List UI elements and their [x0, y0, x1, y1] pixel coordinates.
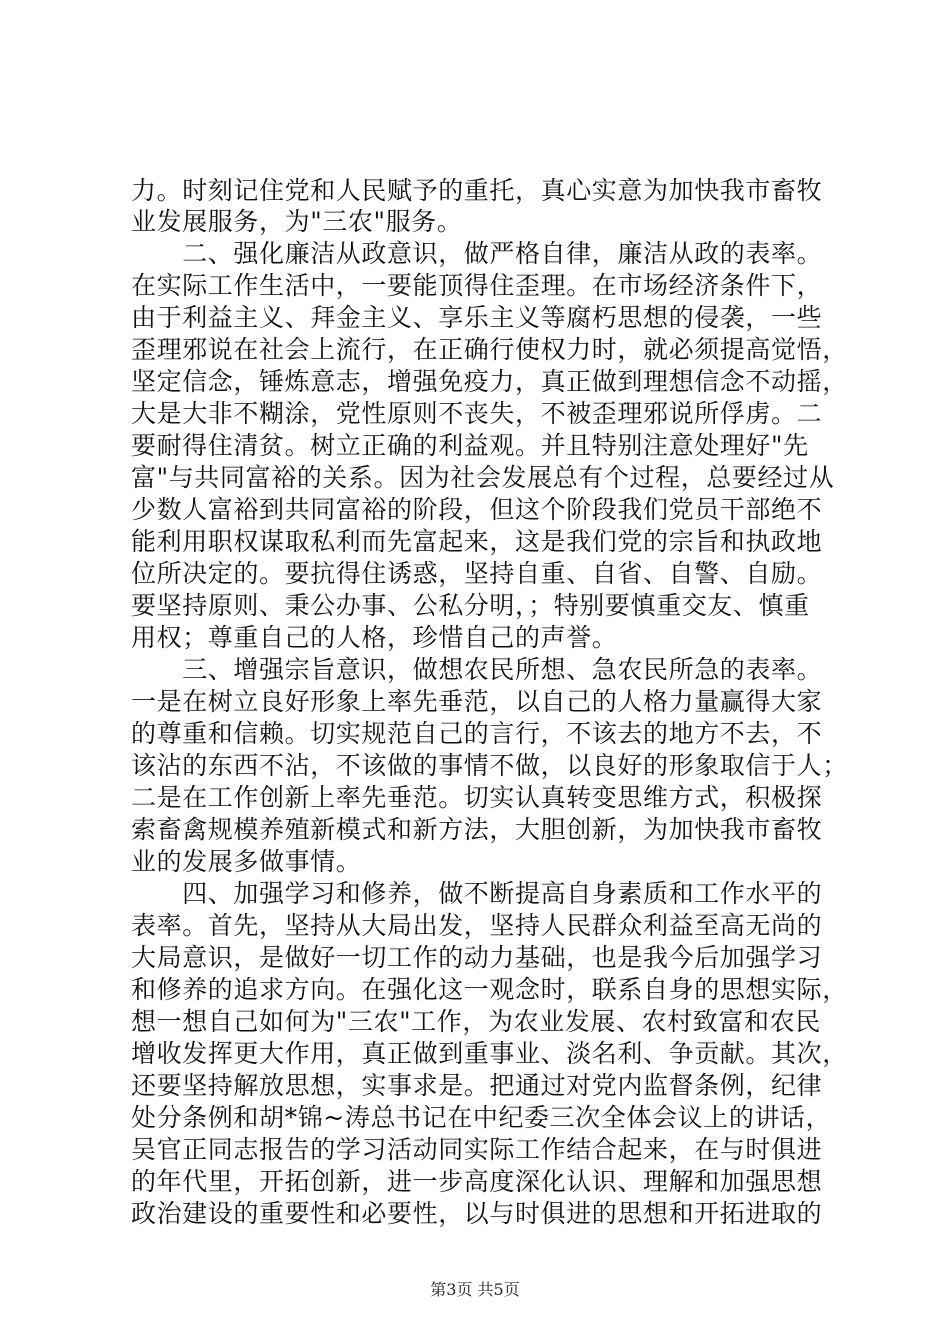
text-line: 一是在树立良好形象上率先垂范，以自己的人格力量赢得大家 [131, 687, 823, 716]
text-line: 在实际工作生活中，一要能顶得住歪理。在市场经济条件下， [131, 271, 823, 300]
text-line: 二是在工作创新上率先垂范。切实认真转变思维方式，积极探 [131, 783, 823, 812]
text-line: 用权；尊重自己的人格，珍惜自己的声誉。 [131, 623, 618, 652]
text-line: 大局意识，是做好一切工作的动力基础，也是我今后加强学习 [131, 943, 823, 972]
text-line: 能利用职权谋取私利而先富起来，这是我们党的宗旨和执政地 [131, 527, 823, 556]
text-line: 政治建设的重要性和必要性，以与时俱进的思想和开拓进取的 [131, 1199, 823, 1228]
text-line: 处分条例和胡*锦~涛总书记在中纪委三次全体会议上的讲话， [131, 1103, 832, 1132]
text-line: 索畜禽规模养殖新模式和新方法，大胆创新，为加快我市畜牧 [131, 815, 823, 844]
text-line: 增收发挥更大作用，真正做到重事业、淡名利、争贡献。其次， [131, 1039, 848, 1068]
text-line: 吴官正同志报告的学习活动同实际工作结合起来，在与时俱进 [131, 1135, 823, 1164]
text-line: 要坚持原则、秉公办事、公私分明，；特别要慎重交友、慎重 [131, 591, 810, 620]
text-line: 二、强化廉洁从政意识，做严格自律，廉洁从政的表率。 [131, 239, 823, 268]
text-line: 歪理邪说在社会上流行，在正确行使权力时，就必须提高觉悟， [131, 335, 848, 364]
text-line: 想一想自己如何为"三农"工作，为农业发展、农村致富和农民 [131, 1007, 821, 1036]
text-line: 富"与共同富裕的关系。因为社会发展总有个过程，总要经过从 [131, 463, 835, 492]
text-line: 少数人富裕到共同富裕的阶段，但这个阶段我们党员干部绝不 [131, 495, 823, 524]
text-line: 和修养的追求方向。在强化这一观念时，联系自身的思想实际， [131, 975, 848, 1004]
text-line: 坚定信念，锤炼意志，增强免疫力，真正做到理想信念不动摇， [131, 367, 848, 396]
text-line: 大是大非不糊涂，党性原则不丧失，不被歪理邪说所俘虏。二 [131, 399, 823, 428]
page-number: 第3页 共5页 [430, 1280, 520, 1299]
text-line: 的尊重和信赖。切实规范自己的言行，不该去的地方不去，不 [131, 719, 823, 748]
text-line: 位所决定的。要抗得住诱惑，坚持自重、自省、自警、自励。 [131, 559, 823, 588]
text-line: 要耐得住清贫。树立正确的利益观。并且特别注意处理好"先 [131, 431, 809, 460]
text-line: 业的发展多做事情。 [131, 847, 362, 876]
text-line: 的年代里，开拓创新，进一步高度深化认识、理解和加强思想 [131, 1167, 823, 1196]
text-line: 表率。首先，坚持从大局出发，坚持人民群众利益至高无尚的 [131, 911, 823, 940]
text-line: 三、增强宗旨意识，做想农民所想、急农民所急的表率。 [131, 655, 823, 684]
text-line: 四、加强学习和修养，做不断提高自身素质和工作水平的 [131, 879, 823, 908]
text-line: 还要坚持解放思想，实事求是。把通过对党内监督条例，纪律 [131, 1071, 823, 1100]
text-line: 由于利益主义、拜金主义、享乐主义等腐朽思想的侵袭，一些 [131, 303, 823, 332]
text-line: 力。时刻记住党和人民赋予的重托，真心实意为加快我市畜牧 [131, 176, 823, 205]
text-line: 业发展服务，为"三农"服务。 [131, 207, 463, 236]
text-line: 该沾的东西不沾，不该做的事情不做，以良好的形象取信于人； [131, 751, 848, 780]
